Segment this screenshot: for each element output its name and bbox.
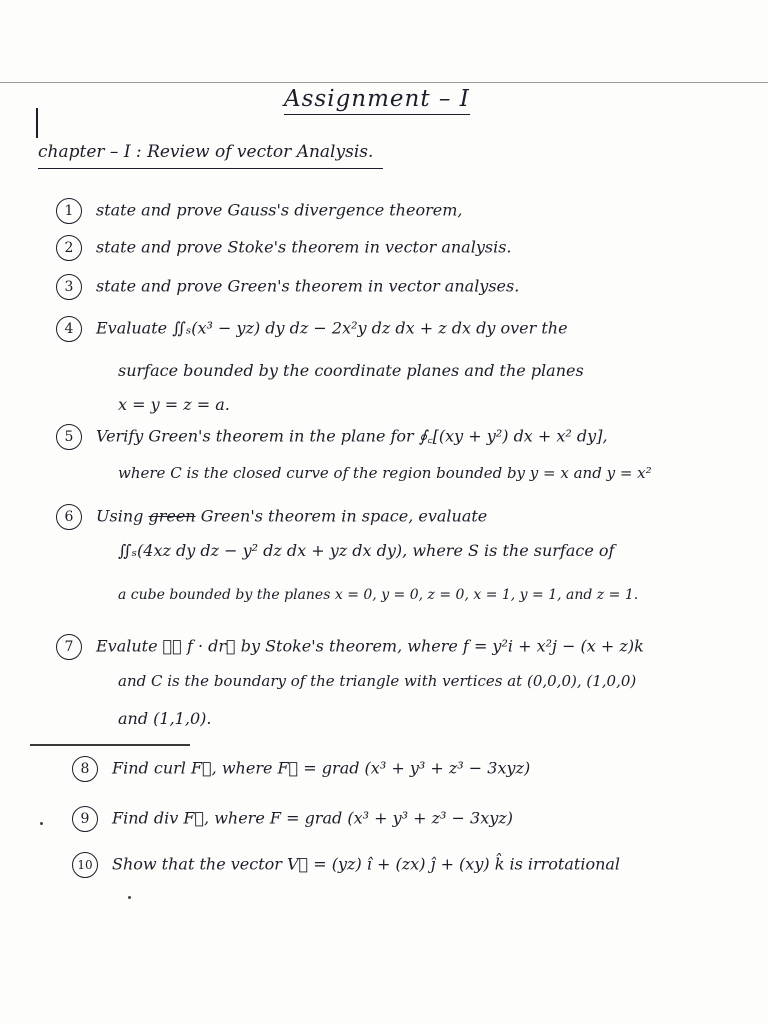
question-prefix: Using (96, 506, 144, 526)
question-number: 4 (56, 316, 82, 342)
question-1 (56, 198, 462, 224)
question-text: Green's theorem in space, evaluate (200, 506, 488, 526)
question-text: state and prove Green's theorem in vector analyses. (96, 276, 520, 296)
question-3 (56, 274, 519, 300)
question-5 (56, 424, 608, 450)
question-5-line-2: where C is the closed curve of the region bounded by y = x and y = x² (118, 464, 652, 482)
question-6-line-3: a cube bounded by the planes x = 0, y = 0, z = 0, x = 1, y = 1, and z = 1. (118, 587, 639, 603)
question-9 (72, 806, 513, 832)
question-number: 7 (56, 634, 82, 660)
question-text: Show that the vector V⃗ = (yz) î + (zx) ĵ + (xy) k̂ is irrotational (112, 854, 621, 874)
question-4-line-3: x = y = z = a. (118, 395, 230, 414)
question-number: 6 (56, 504, 82, 530)
struck-word: green (148, 506, 196, 526)
question-text: Find div F⃗, where F = grad (x³ + y³ + z³ − 3xyz) (112, 808, 513, 828)
question-text: Find curl F⃗, where F⃗ = grad (x³ + y³ + z³ − 3xyz) (112, 758, 531, 778)
question-number: 10 (72, 852, 98, 878)
question-text: Evaluate ∬ₛ(x³ − yz) dy dz − 2x²y dz dx + z dx dy over the (96, 318, 568, 338)
question-6 (56, 504, 487, 530)
question-number: 1 (56, 198, 82, 224)
assignment-title: Assignment – I (284, 86, 470, 115)
question-7-line-3: and (1,1,0). (118, 709, 212, 728)
question-2 (56, 235, 511, 261)
question-7 (56, 634, 644, 660)
question-text: Verify Green's theorem in the plane for ∮꜀[(xy + y²) dx + x² dy], (96, 426, 608, 446)
question-text: Evalute ∮꜀ f · dr⃗ by Stoke's theorem, where f = y²i + x²j − (x + z)k (96, 636, 644, 656)
section-divider (30, 744, 190, 746)
question-4-line-2: surface bounded by the coordinate planes and the planes (118, 361, 584, 380)
question-10 (72, 852, 620, 878)
question-7-line-2: and C is the boundary of the triangle with vertices at (0,0,0), (1,0,0) (118, 672, 637, 690)
page-top-edge (0, 82, 768, 83)
question-number: 8 (72, 756, 98, 782)
question-number: 3 (56, 274, 82, 300)
question-number: 5 (56, 424, 82, 450)
question-text: state and prove Stoke's theorem in vector analysis. (96, 237, 512, 257)
question-8 (72, 756, 530, 782)
question-4 (56, 316, 568, 342)
chapter-heading: chapter – I : Review of vector Analysis. (38, 142, 383, 169)
question-text: state and prove Gauss's divergence theorem, (96, 200, 463, 220)
question-6-line-2: ∬ₛ(4xz dy dz − y² dz dx + yz dx dy), where S is the surface of (118, 541, 615, 560)
margin-mark (36, 108, 38, 138)
ink-speck (40, 822, 43, 825)
ink-speck (128, 896, 131, 899)
question-number: 2 (56, 235, 82, 261)
question-number: 9 (72, 806, 98, 832)
